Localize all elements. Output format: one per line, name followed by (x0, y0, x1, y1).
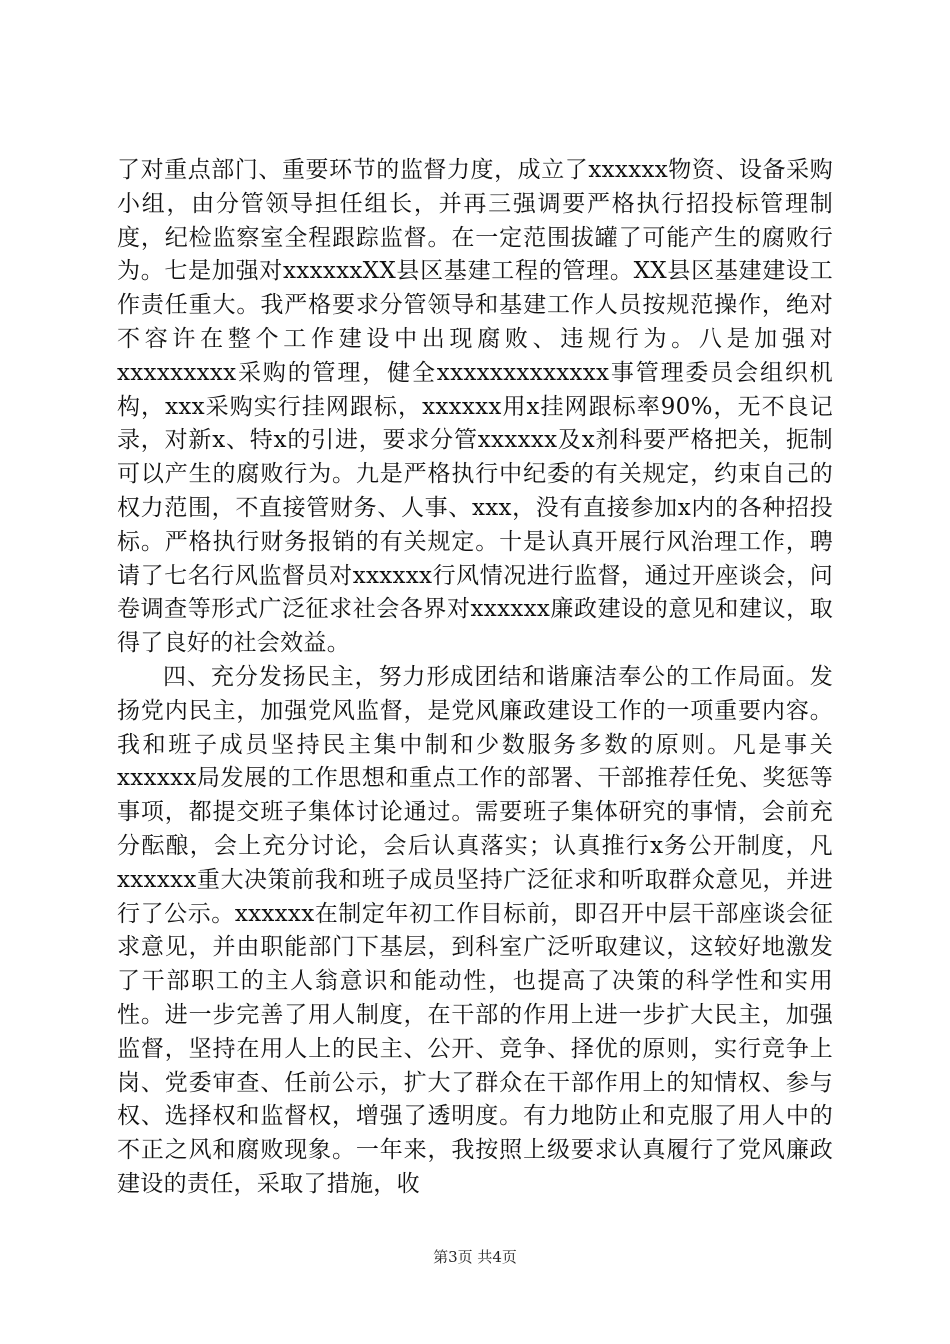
paragraph: 四、充分发扬民主，努力形成团结和谐廉洁奉公的工作局面。发扬党内民主，加强党风监督，是党风廉政建设工作的一项重要内容。我和班子成员坚持民主集中制和少数服务多数的原则。凡是事关xxxxxx局发展的工作思想和重点工作的部署、干部推荐任免、奖惩等事项，都提交班子集体讨论通过。需要班子集体研究的事情，会前充分酝酿，会上充分讨论，会后认真落实；认真推行x务公开制度，凡xxxxxx重大决策前我和班子成员坚持广泛征求和听取群众意见，并进行了公示。xxxxxx在制定年初工作目标前，即召开中层干部座谈会征求意见，并由职能部门下基层，到科室广泛听取建议，这较好地激发了干部职工的主人翁意识和能动性，也提高了决策的科学性和实用性。进一步完善了用人制度，在干部的作用上进一步扩大民主，加强监督，坚持在用人上的民主、公开、竞争、择优的原则，实行竞争上岗、党委审查、任前公示，扩大了群众在干部作用上的知情权、参与权、选择权和监督权，增强了透明度。有力地防止和克服了用人中的不正之风和腐败现象。一年来，我按照上级要求认真履行了党风廉政建设的责任，采取了措施，收 (117, 663, 833, 1197)
paragraph: 了对重点部门、重要环节的监督力度，成立了xxxxxx物资、设备采购小组，由分管领导担任组长，并再三强调要严格执行招投标管理制度，纪检监察室全程跟踪监督。在一定范围拔罐了可能产生的腐败行为。七是加强对xxxxxxXX县区基建工程的管理。XX县区基建建设工作责任重大。我严格要求分管领导和基建工作人员按规范操作，绝对不容许在整个工作建设中出现腐败、违规行为。八是加强对xxxxxxxxx采购的管理，健全xxxxxxxxxxxxx事管理委员会组织机构，xxx采购实行挂网跟标，xxxxxx用x挂网跟标率90%，无不良记录，对新x、特x的引进，要求分管xxxxxx及x剂科要严格把关，扼制可以产生的腐败行为。九是严格执行中纪委的有关规定，约束自己的权力范围，不直接管财务、人事、xxx，没有直接参加x内的各种招投标。严格执行财务报销的有关规定。十是认真开展行风治理工作，聘请了七名行风监督员对xxxxxx行风情况进行监督，通过开座谈会，问卷调查等形式广泛征求社会各界对xxxxxx廉政建设的意见和建议，取得了良好的社会效益。 (117, 157, 833, 657)
page-number: 第3页 共4页 (433, 1248, 517, 1266)
body-text (117, 154, 833, 1202)
